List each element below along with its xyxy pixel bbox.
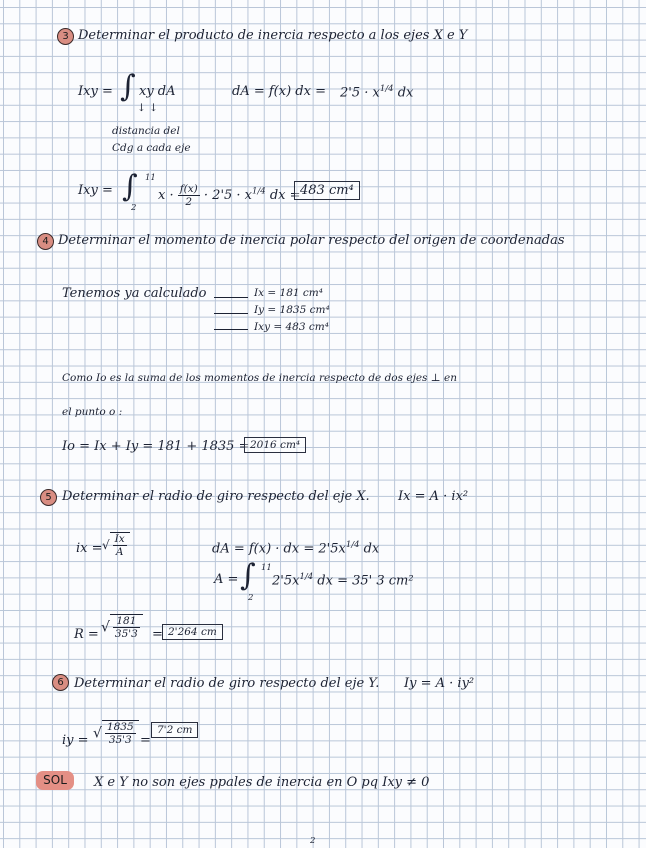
sol-badge: SOL	[36, 771, 74, 790]
iy-lhs: iy =	[62, 733, 89, 748]
section-3-number: 3	[57, 28, 74, 45]
ix-lhs: ix =	[76, 541, 103, 556]
section-6-number: 6	[52, 674, 69, 691]
io-result-box: 2016 cm⁴	[244, 437, 306, 453]
ixy-lhs: Ixy =	[78, 84, 113, 99]
ixy-value: Ixy = 483 cm⁴	[254, 321, 329, 333]
r-lhs: R =	[74, 627, 99, 642]
io-equation: Io = Ix + Iy = 181 + 1835 =	[62, 439, 250, 454]
dash-line	[214, 329, 248, 330]
section-3-heading: Determinar el producto de inercia respecto a los ejes X e Y	[78, 28, 468, 43]
sqrt-iy: √ $\frac{1835}{35'3}$	[93, 720, 139, 746]
da-equation: dA = f(x) dx =	[232, 84, 326, 99]
a-upper-limit: 11	[261, 563, 272, 573]
ixy-note-line2: Cdg a cada eje	[112, 142, 191, 154]
page-number: 2	[310, 836, 316, 846]
integral-lower-limit: 2	[131, 203, 137, 213]
ixy-integrand-full: x · $\frac{f(x)}{2}$ · $2'5 \cdot x^{1/4}$ dx =	[158, 183, 301, 208]
section-6-heading: Determinar el radio de giro respecto del eje Y.	[74, 676, 380, 691]
section-6-formula: Iy = A · iy²	[404, 676, 475, 691]
section-5-formula: Ix = A · ix²	[398, 489, 469, 504]
integral-sign: ∫	[120, 69, 136, 104]
r-result-box: 2'264 cm	[162, 624, 223, 640]
r-equals: =	[152, 627, 163, 642]
como-line-2: el punto o :	[62, 406, 123, 418]
ixy-result-box: 483 cm⁴	[294, 181, 360, 200]
ixy-note-line1: distancia del	[112, 125, 180, 137]
como-line-1: Como Io es la suma de los momentos de inercia respecto de dos ejes ⊥ en	[62, 372, 457, 384]
a-integrand: $2'5x^{1/4}$ dx = 35' 3 cm²	[272, 572, 414, 589]
sqrt-ix: √ $\frac{Ix}{A}$	[102, 532, 130, 558]
integral-upper-limit: 11	[145, 173, 156, 183]
sqrt-r: √ $\frac{181}{35'3}$	[101, 614, 143, 640]
integral-sign: ∫	[240, 558, 256, 593]
dash-line	[214, 313, 248, 314]
sol-text: X e Y no son ejes ppales de inercia en O pq Ixy ≠ 0	[94, 775, 430, 790]
dash-line	[214, 297, 248, 298]
section-4-number: 4	[37, 233, 54, 250]
iy-equals: =	[140, 733, 151, 748]
da-value: $2'5 \cdot x^{1/4}$ dx	[340, 84, 414, 101]
section-4-heading: Determinar el momento de inercia polar respecto del origen de coordenadas	[58, 233, 565, 248]
integral-sign: ∫	[122, 169, 138, 204]
ixy-arrows: ↓ ↓	[137, 102, 158, 114]
da-equation-s5: dA = f(x) · dx = $2'5x^{1/4}$ dx	[212, 540, 380, 557]
section-5-heading: Determinar el radio de giro respecto del eje X.	[62, 489, 370, 504]
a-lhs: A =	[214, 572, 239, 587]
ixy-integral-lhs: Ixy =	[78, 183, 113, 198]
ixy-integrand: xy dA	[139, 84, 176, 99]
ix-value: Ix = 181 cm⁴	[254, 287, 323, 299]
iy-result-box: 7'2 cm	[151, 722, 198, 738]
a-lower-limit: 2	[248, 593, 254, 603]
iy-value: Iy = 1835 cm⁴	[254, 304, 330, 316]
intro-text: Tenemos ya calculado	[62, 286, 207, 301]
section-5-number: 5	[40, 489, 57, 506]
